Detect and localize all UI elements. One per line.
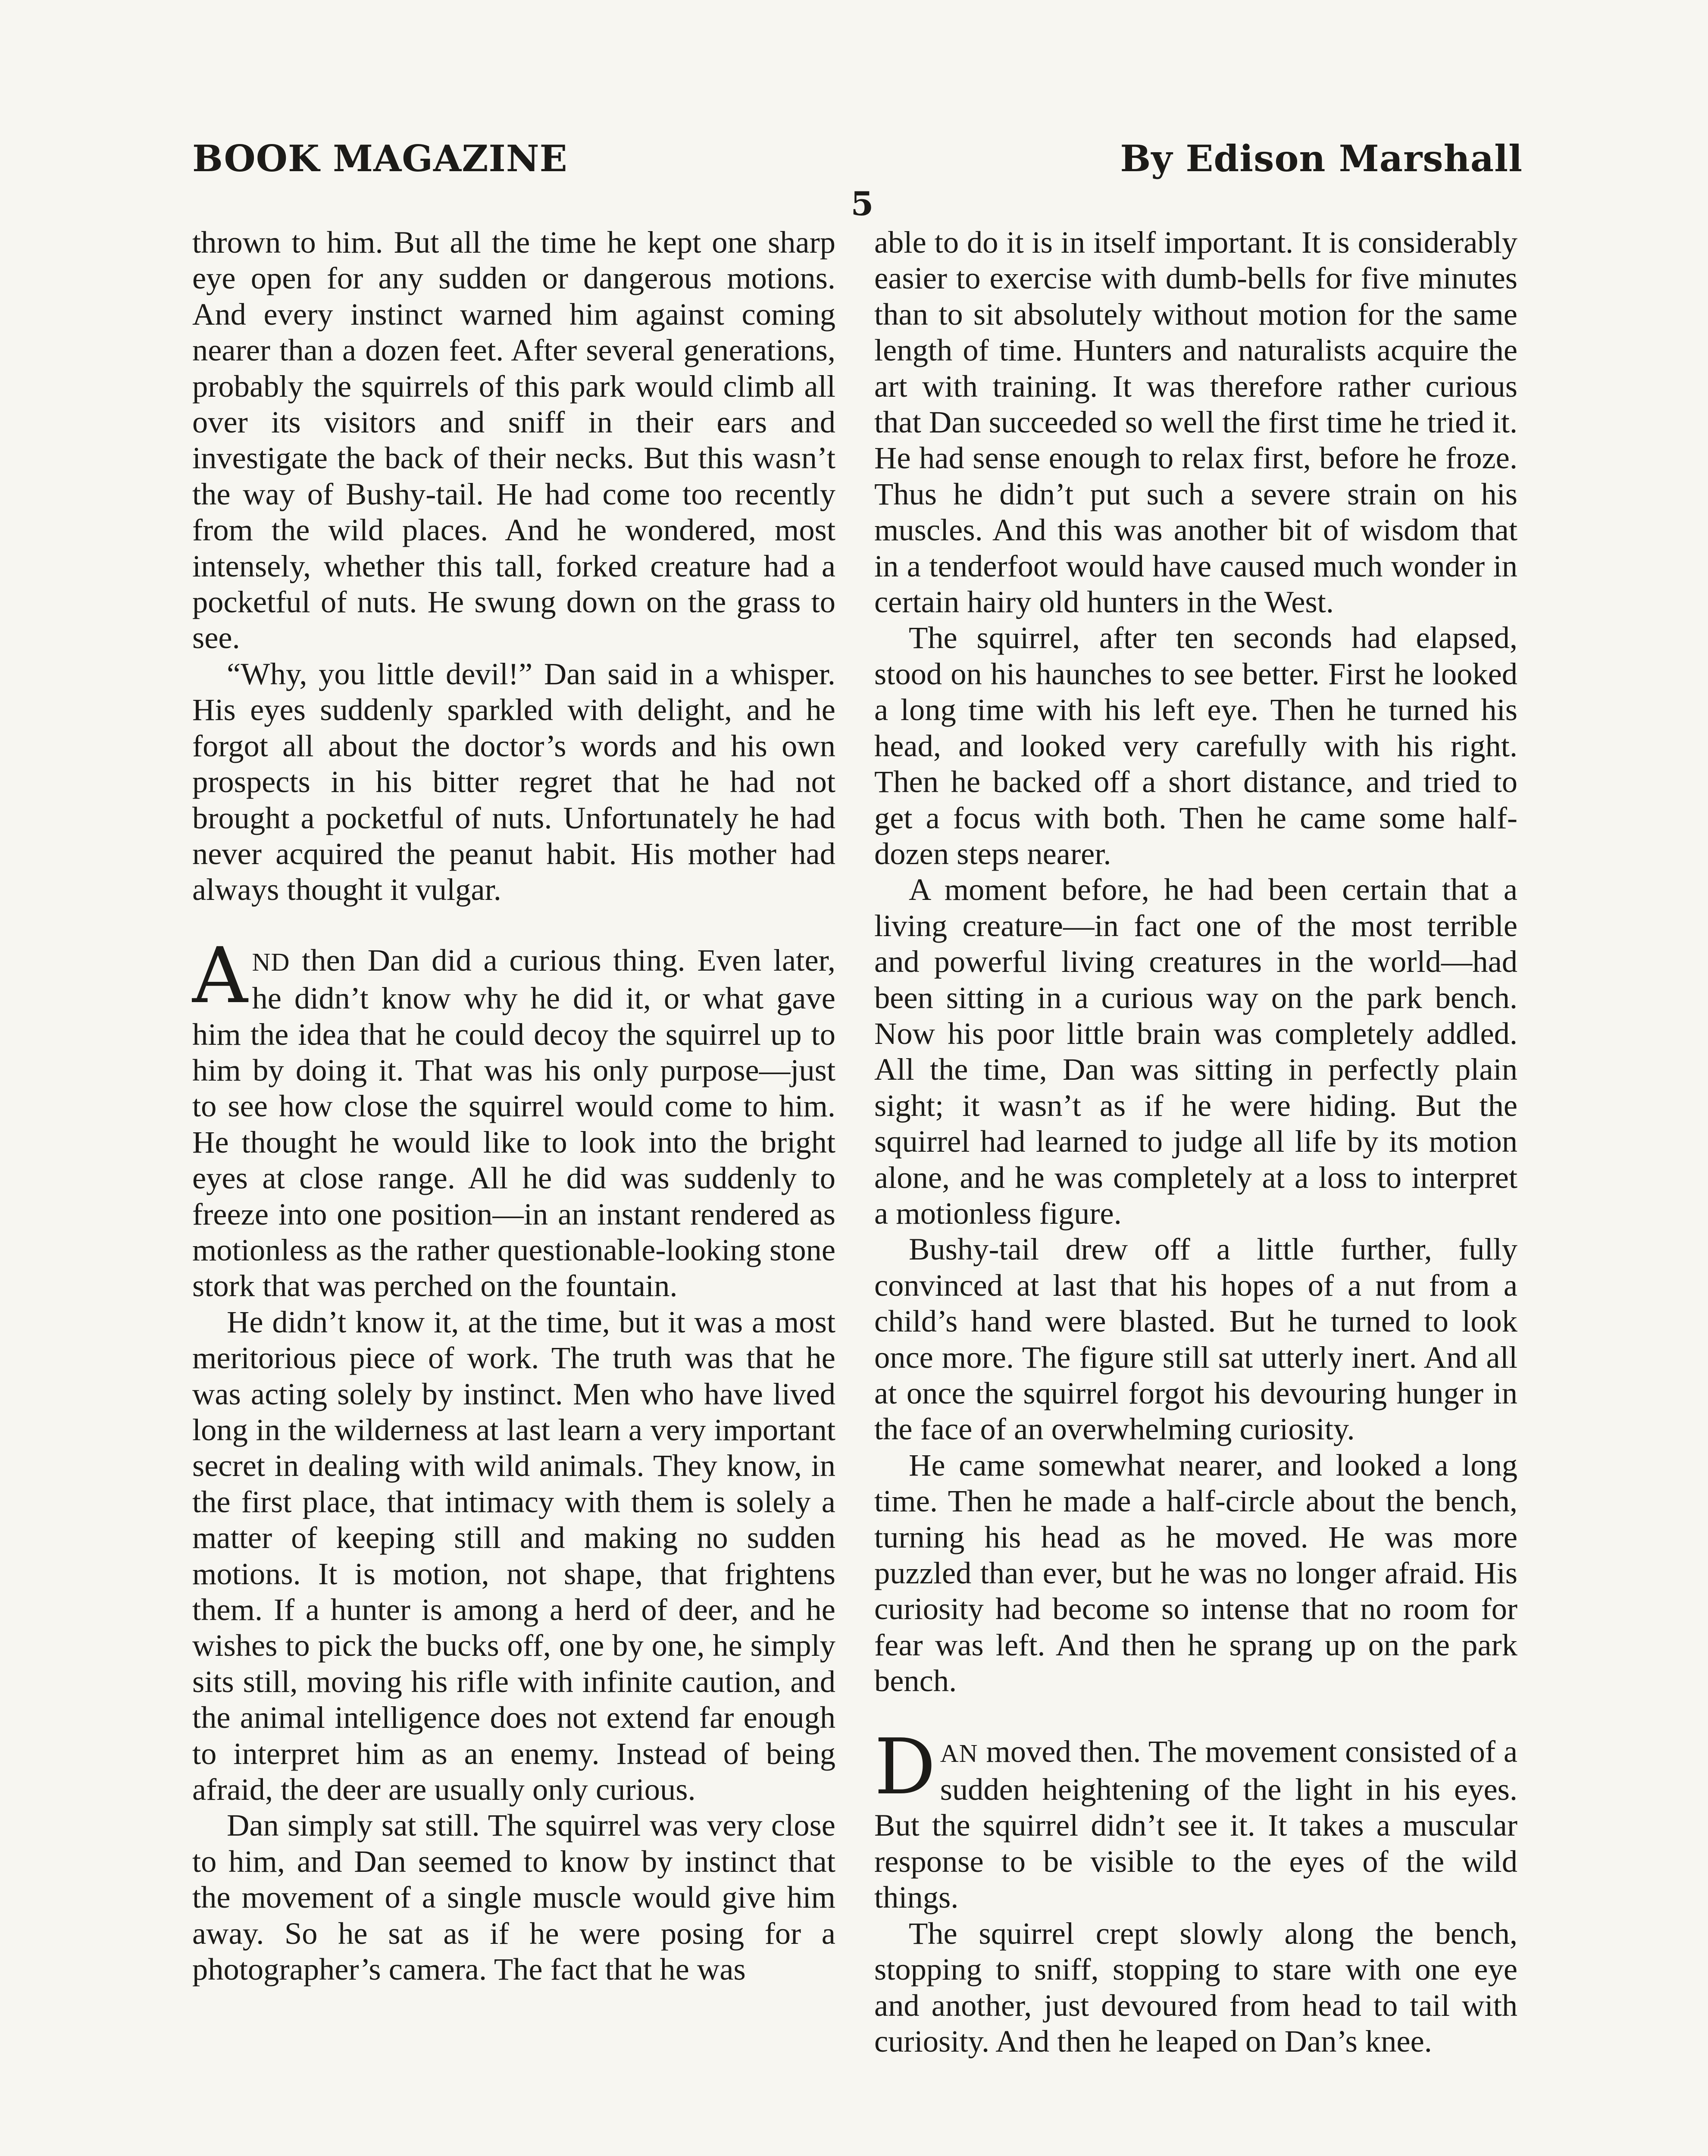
paragraph-text: then Dan did a curious thing. Even later, he didn’t know why he did it, or what gave him the idea that he could decoy the squirrel up to him by doing it. That was his only purpose—just to see how close the squirrel would come to him. He thought he would like to look into the bright eyes at close range. All he did was suddenly to freeze into one position—in an instant rendered as motionless as the rather questionable-looking stone stork that was perched on the fountain.: [192, 942, 835, 1304]
drop-cap: A: [192, 931, 248, 1020]
paragraph: able to do it is in itself important. It is considerably easier to exercise with dumb-bells for five minutes than to sit absolutely without motion for the same length of time. Hunters and naturalists acquire the art with training. It was therefore rather curious that Dan succeeded so well the first time he tried it. He had sense enough to relax first, before he froze. Thus he didn’t put such a severe strain on his muscles. And this was another bit of wisdom that in a tenderfoot would have caused much wonder in certain hairy old hunters in the West.: [874, 225, 1517, 620]
paragraph: The squirrel, after ten seconds had elapsed, stood on his haunches to see better. First he looked a long time with his left eye. Then he turned his head, and looked very carefully with his right. Then he backed off a short distance, and tried to get a focus with both. Then he came some half-dozen steps nearer.: [874, 620, 1517, 871]
left-column: [192, 224, 835, 1987]
publication-title: BOOK MAGAZINE: [192, 137, 568, 180]
paragraph: “Why, you little devil!” Dan said in a whisper. His eyes suddenly sparkled with delight, and he forgot all about the doctor’s words and his own prospects in his bitter regret that he had not brought a pocketful of nuts. Unfortunately he had never acquired the peanut habit. His mother had always thought it vulgar.: [192, 656, 835, 907]
small-caps-lead: AN: [940, 1739, 978, 1767]
section-paragraph: [874, 1722, 1517, 1915]
author-byline: By Edison Marshall: [1120, 137, 1523, 180]
paragraph: Dan simply sat still. The squirrel was very close to him, and Dan seemed to know by instinct that the movement of a single muscle would give him away. So he sat as if he were posing for a photographer’s camera. The fact that he was: [192, 1808, 835, 1987]
paragraph-text: moved then. The movement consisted of a sudden heightening of the light in his eyes. But the squirrel didn’t see it. It takes a muscular response to be visible to the eyes of the wild things.: [874, 1733, 1517, 1915]
paragraph: A moment before, he had been certain that a living creature—in fact one of the most terrible and powerful living creatures in the world—had been sitting in a curious way on the park bench. Now his poor little brain was completely addled. All the time, Dan was sitting in perfectly plain sight; it wasn’t as if he were hiding. But the squirrel had learned to judge all life by its motion alone, and he was completely at a loss to interpret a motionless figure.: [874, 872, 1517, 1231]
paragraph: Bushy-tail drew off a little further, fully convinced at last that his hopes of a nut from a child’s hand were blasted. But he turned to look once more. The figure still sat utterly inert. And all at once the squirrel forgot his devouring hunger in the face of an overwhelming curiosity.: [874, 1232, 1517, 1447]
section-paragraph: [192, 931, 835, 1304]
paragraph: He came somewhat nearer, and looked a long time. Then he made a half-circle about the bench, turning his head as he moved. He was more puzzled than ever, but he was no longer afraid. His curiosity had become so intense that no room for fear was left. And then he sprang up on the park bench.: [874, 1447, 1517, 1698]
small-caps-lead: ND: [252, 947, 290, 976]
page-number: 5: [851, 185, 874, 223]
paragraph: He didn’t know it, at the time, but it was a most meritorious piece of work. The truth was that he was acting solely by instinct. Men who have lived long in the wilderness at last learn a very important secret in dealing with wild animals. They know, in the first place, that intimacy with them is solely a matter of keeping still and making no sudden motions. It is motion, not shape, that frightens them. If a hunter is among a herd of deer, and he wishes to pick the bucks off, one by one, he simply sits still, moving his rifle with infinite caution, and the animal intelligence does not extend far enough to interpret him as an enemy. Instead of being afraid, the deer are usually only curious.: [192, 1304, 835, 1807]
paragraph: thrown to him. But all the time he kept one sharp eye open for any sudden or dangerous motions. And every instinct warned him against coming nearer than a dozen feet. After several generations, probably the squirrels of this park would climb all over its visitors and sniff in their ears and investigate the back of their necks. But this wasn’t the way of Bushy-tail. He had come too recently from the wild places. And he wondered, most intensely, whether this tall, forked creature had a pocketful of nuts. He swung down on the grass to see.: [192, 225, 835, 655]
drop-cap: D: [874, 1722, 936, 1811]
paragraph: The squirrel crept slowly along the bench, stopping to sniff, stopping to stare with one eye and another, just devoured from head to tail with curiosity. And then he leaped on Dan’s knee.: [874, 1915, 1517, 2059]
right-column: [874, 224, 1517, 2059]
